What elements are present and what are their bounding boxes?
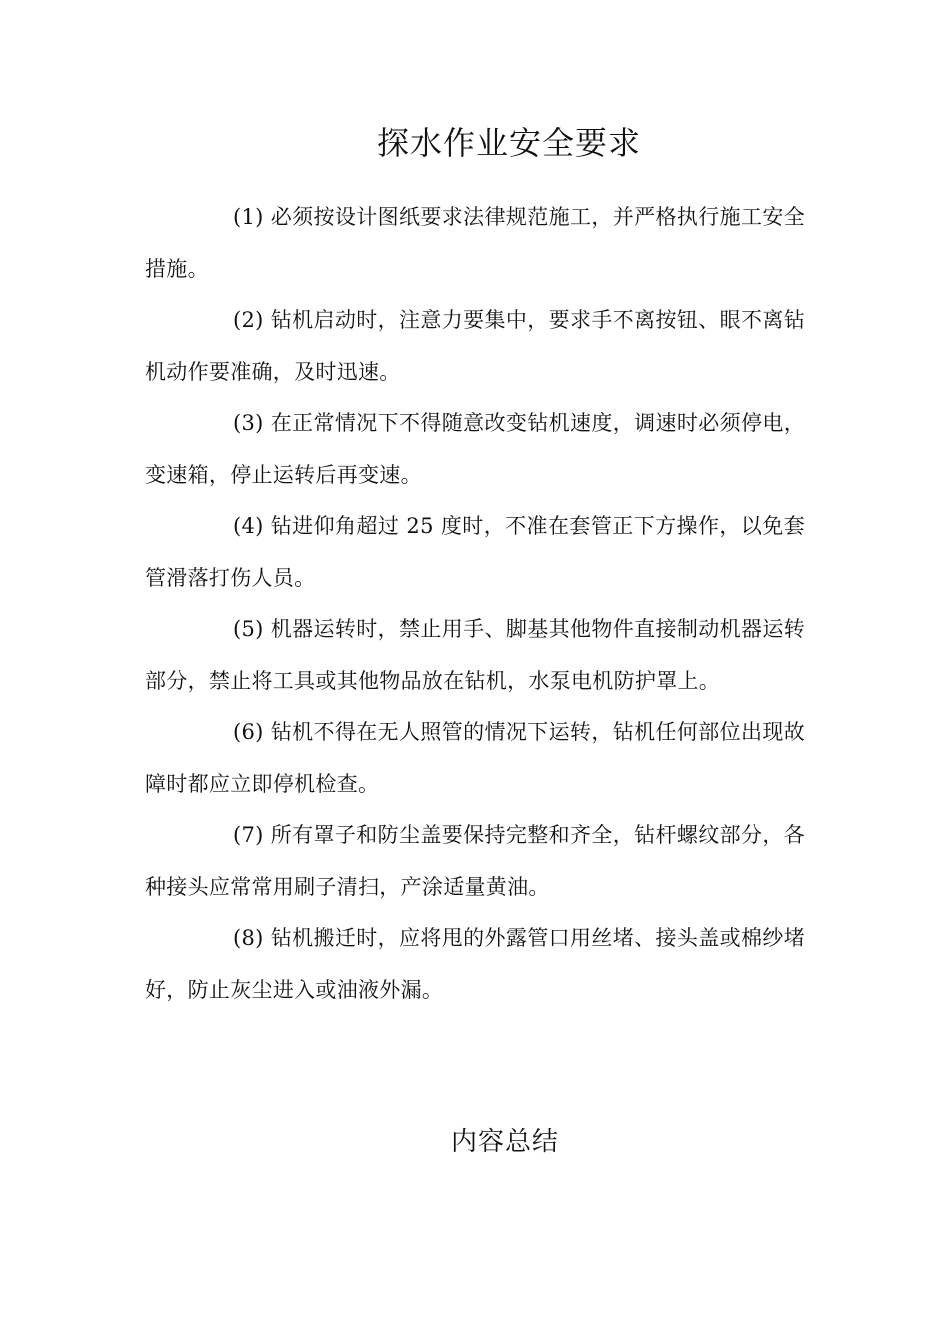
paragraph-1: (1) 必须按设计图纸要求法律规范施工，并严格执行施工安全措施。 bbox=[145, 205, 805, 281]
paragraph-4: (4) 钻进仰角超过 25 度时，不准在套管正下方操作，以免套管滑落打伤人员。 bbox=[145, 514, 805, 590]
paragraph-2: (2) 钻机启动时，注意力要集中，要求手不离按钮、眼不离钻机动作要准确，及时迅速。 bbox=[145, 308, 805, 384]
summary-heading: 内容总结 bbox=[450, 1127, 559, 1157]
paragraph-6: (6) 钻机不得在无人照管的情况下运转，钻机任何部位出现故障时都应立即停机检查。 bbox=[145, 720, 805, 796]
paragraph-7: (7) 所有罩子和防尘盖要保持完整和齐全，钻杆螺纹部分，各种接头应常常用刷子清扫，产涂适量黄油。 bbox=[145, 823, 805, 899]
paragraph-5: (5) 机器运转时，禁止用手、脚基其他物件直接制动机器运转部分，禁止将工具或其他物品放在钻机，水泵电机防护罩上。 bbox=[145, 617, 805, 693]
paragraph-8: (8) 钻机搬迁时，应将甩的外露管口用丝堵、接头盖或棉纱堵好，防止灰尘进入或油液外漏。 bbox=[145, 926, 805, 1002]
paragraph-3: (3) 在正常情况下不得随意改变钻机速度，调速时必须停电，变速箱，停止运转后再变速。 bbox=[145, 411, 805, 487]
document-title: 探水作业安全要求 bbox=[376, 124, 641, 162]
document-body bbox=[145, 192, 805, 1016]
